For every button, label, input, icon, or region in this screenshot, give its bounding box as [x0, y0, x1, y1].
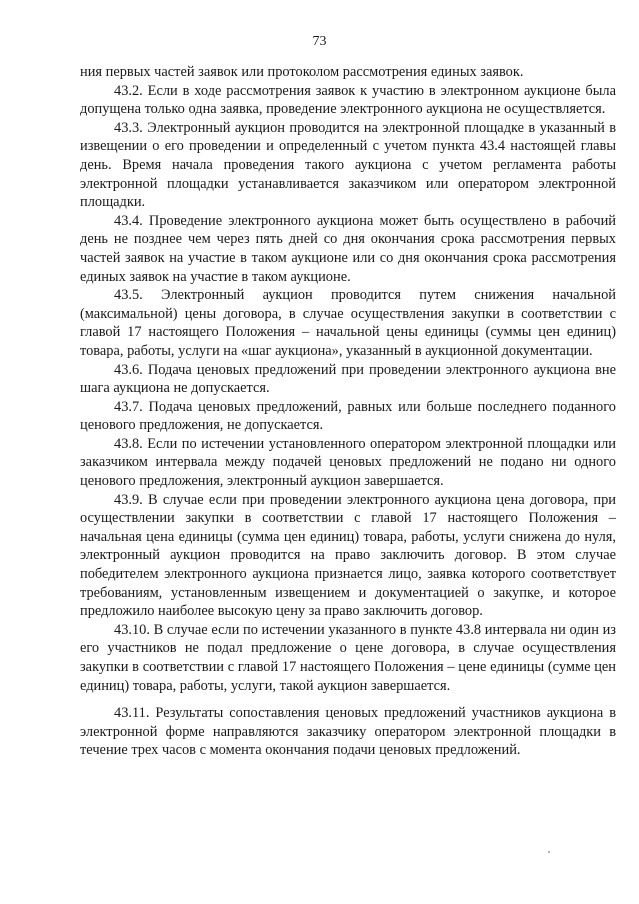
- paragraph-43-11: 43.11. Результаты сопоставления ценовых предложений участников аукциона в электронной форме направляются заказчику оператором электронной площадки в течение трех часов с момента окончания подачи ценовых предложений.: [80, 705, 616, 759]
- paragraph-43-7: 43.7. Подача ценовых предложений, равных или больше последнего поданного ценового предложения, не допускается.: [80, 398, 616, 434]
- paragraph-43-8: 43.8. Если по истечении установленного оператором электронной площадки или заказчиком интервала между подачей ценовых предложений не подано ни одного ценового предложения, электронный аукцион завершается.: [80, 435, 616, 490]
- paragraph-43-9: 43.9. В случае если при проведении электронного аукциона цена договора, при осуществлении закупки в соответствии с главой 17 настоящего Положения – начальная цена единицы (сумма цен единиц) товара, работы, услуги снижена до нуля, электронный аукцион проводится на право заключить договор. В этом случае победителем электронного аукциона признается лицо, заявка которого соответствует требованиям, установленным извещением и документацией о закупке, и которое предложило наиболее высокую цену за право заключить договор.: [80, 491, 616, 620]
- scan-speck: [548, 851, 550, 853]
- paragraph-43-3: 43.3. Электронный аукцион проводится на электронной площадке в указанный в извещении о его проведении и определенный с учетом пункта 43.4 настоящей главы день. Время начала проведения такого аукциона с учетом регламента работы электронной площадки устанавливается заказчиком или оператором электронной площадки.: [80, 119, 616, 211]
- document-body: [80, 63, 616, 760]
- paragraph-43-4: 43.4. Проведение электронного аукциона может быть осуществлено в рабочий день не позднее чем через пять дней со дня окончания срока рассмотрения первых частей заявок на участие в таком аукционе или со дня окончания срока рассмотрения единых заявок на участие в таком аукционе.: [80, 212, 616, 285]
- paragraph-43-10: 43.10. В случае если по истечении указанного в пункте 43.8 интервала ни один из его участников не подал предложение о цене договора, в случае осуществления закупки в соответствии с главой 17 настоящего Положения – цене единицы (сумме цен единиц) товара, работы, услуги, такой аукцион завершается.: [80, 621, 616, 694]
- paragraph-43-6: 43.6. Подача ценовых предложений при проведении электронного аукциона вне шага аукциона не допускается.: [80, 361, 616, 397]
- paragraph-43-5: 43.5. Электронный аукцион проводится путем снижения начальной (максимальной) цены договора, в случае осуществления закупки в соответствии с главой 17 настоящего Положения – начальной цены единицы (суммы цен единиц) товара, работы, услуги на «шаг аукциона», указанный в аукционной документации.: [80, 287, 616, 359]
- paragraph-continuation: ния первых частей заявок или протоколом рассмотрения единых заявок.: [80, 64, 524, 80]
- page-number: 73: [312, 34, 327, 49]
- paragraph-43-2: 43.2. Если в ходе рассмотрения заявок к участию в электронном аукционе была допущена только одна заявка, проведение электронного аукциона не осуществляется.: [80, 82, 616, 118]
